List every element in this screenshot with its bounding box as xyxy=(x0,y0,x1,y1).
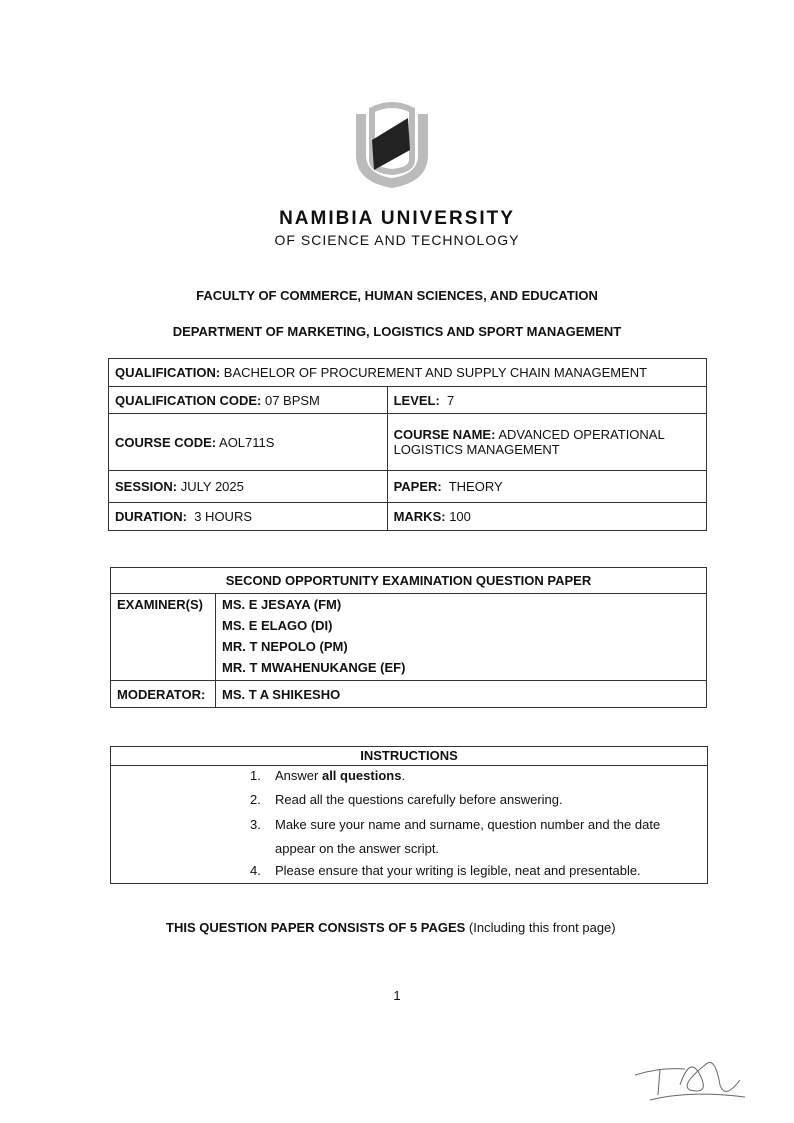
marks-cell: MARKS: 100 xyxy=(387,503,706,531)
duration-cell: DURATION: 3 HOURS xyxy=(109,503,388,531)
qualification-cell: QUALIFICATION: BACHELOR OF PROCUREMENT AND SUPPLY CHAIN MANAGEMENT xyxy=(109,359,707,387)
faculty-heading: FACULTY OF COMMERCE, HUMAN SCIENCES, AND EDUCATION xyxy=(196,288,598,303)
examiner-name: MR. T NEPOLO (PM) xyxy=(222,639,348,654)
paper-cell: PAPER: THEORY xyxy=(387,471,706,503)
university-logo-icon xyxy=(352,100,432,190)
examiner-list xyxy=(216,594,707,681)
university-name: NAMIBIA UNIVERSITY xyxy=(279,208,515,229)
moderator-label: MODERATOR: xyxy=(111,681,216,708)
examiners-table xyxy=(110,567,707,708)
course-code-cell: COURSE CODE: AOL711S xyxy=(109,414,388,471)
session-cell: SESSION: JULY 2025 xyxy=(109,471,388,503)
page-count-note: THIS QUESTION PAPER CONSISTS OF 5 PAGES (Including this front page) xyxy=(166,920,616,935)
exam-paper-title: SECOND OPPORTUNITY EXAMINATION QUESTION PAPER xyxy=(111,568,707,594)
page-number: 1 xyxy=(393,988,401,1003)
examiner-label: EXAMINER(S) xyxy=(111,594,216,681)
examiner-name: MR. T MWAHENUKANGE (EF) xyxy=(222,660,406,675)
course-name-cell: COURSE NAME: ADVANCED OPERATIONAL LOGISTICS MANAGEMENT xyxy=(387,414,706,471)
instructions-title: INSTRUCTIONS xyxy=(111,747,707,766)
instruction-item: 2. Read all the questions carefully before answering. xyxy=(250,792,563,807)
level-cell: LEVEL: 7 xyxy=(387,387,706,414)
course-details-table xyxy=(108,358,707,531)
qualification-code-cell: QUALIFICATION CODE: 07 BPSM xyxy=(109,387,388,414)
instruction-item: 1. Answer all questions. xyxy=(250,768,406,783)
signature-icon xyxy=(630,1045,750,1105)
department-heading: DEPARTMENT OF MARKETING, LOGISTICS AND SPORT MANAGEMENT xyxy=(172,324,622,339)
instruction-item: 4. Please ensure that your writing is legible, neat and presentable. xyxy=(250,863,641,878)
moderator-name: MS. T A SHIKESHO xyxy=(216,681,707,708)
university-subtitle: OF SCIENCE AND TECHNOLOGY xyxy=(274,232,520,248)
examiner-name: MS. E JESAYA (FM) xyxy=(222,597,342,612)
instruction-item: 3. Make sure your name and surname, question number and the date appear on the answer script. xyxy=(250,817,661,856)
examiner-name: MS. E ELAGO (DI) xyxy=(222,618,333,633)
